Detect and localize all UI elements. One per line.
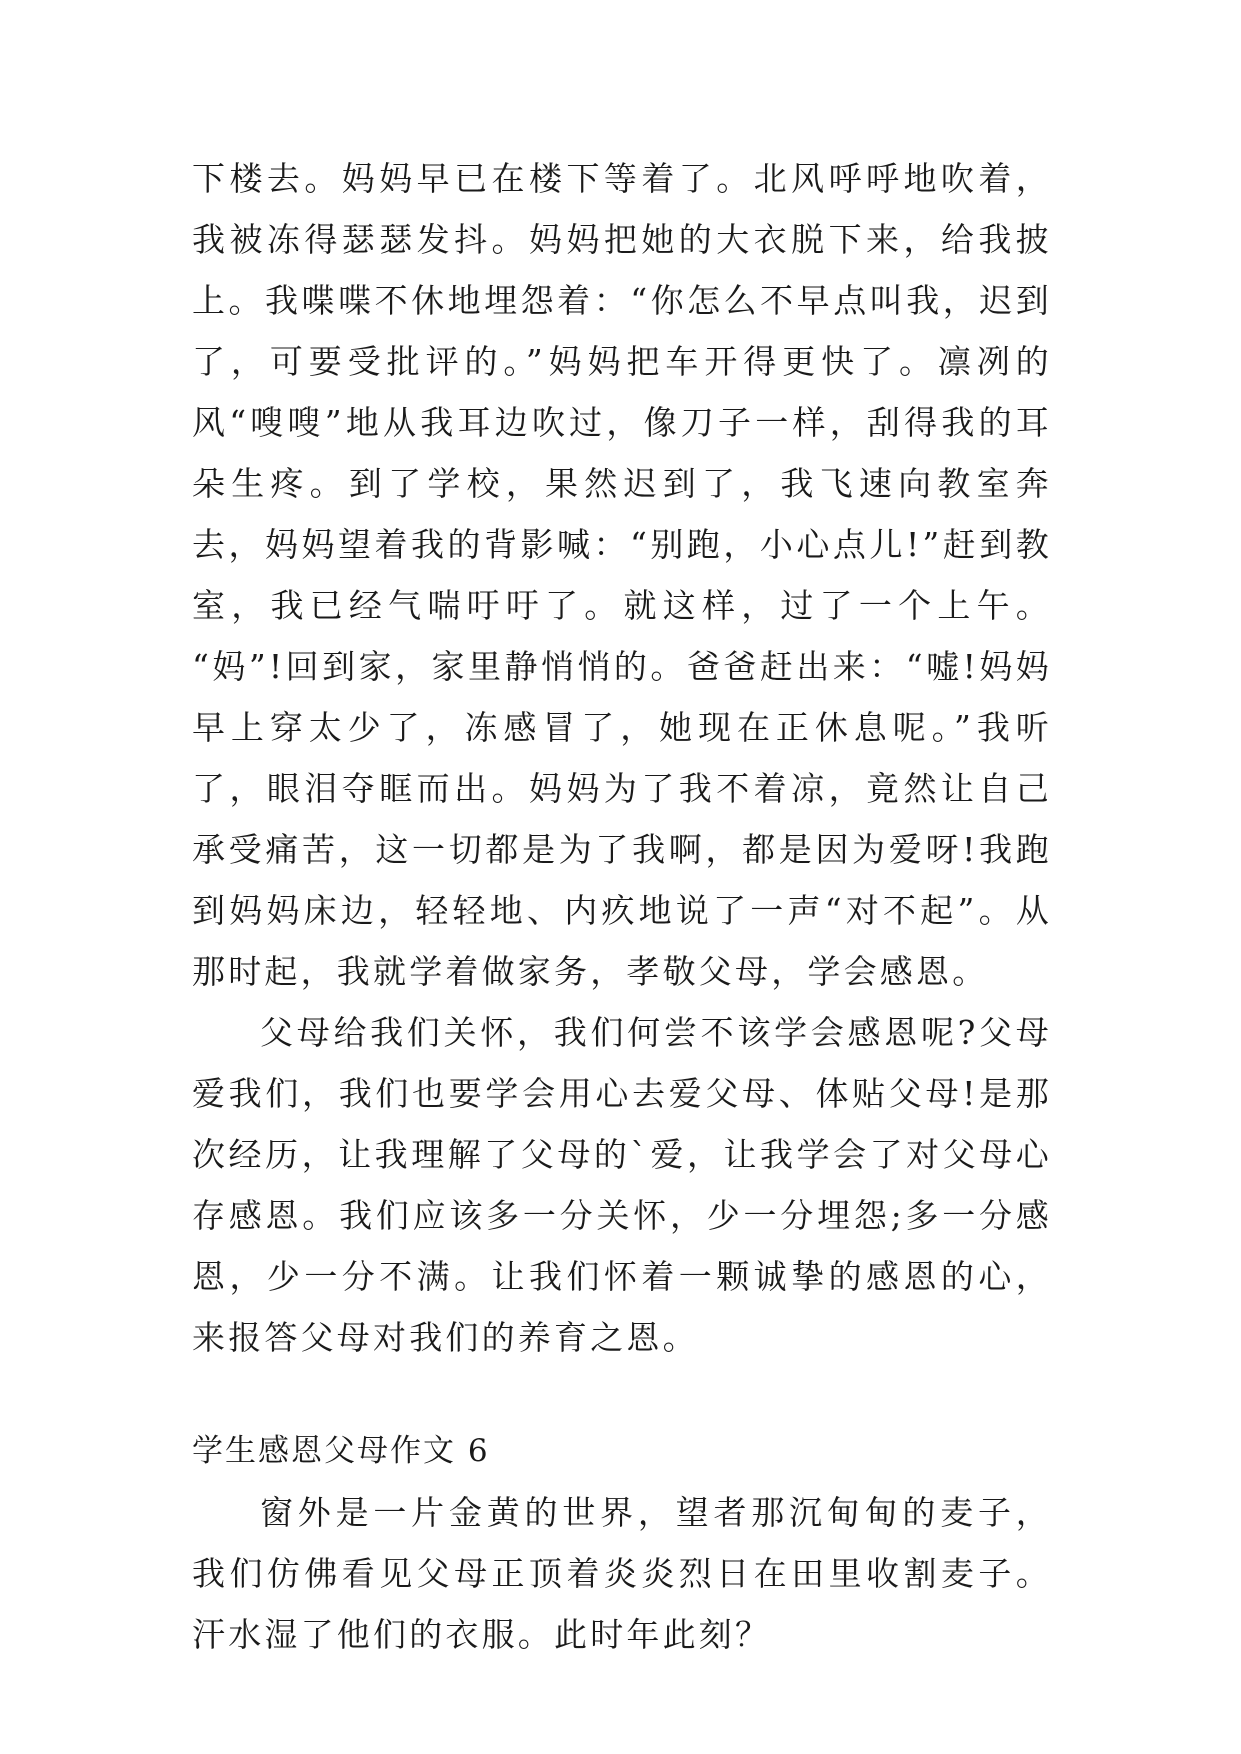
section-heading: 学生感恩父母作文 6 [192, 1433, 490, 1469]
body-paragraph-2: 父母给我们关怀，我们何尝不该学会感恩呢?父母爱我们，我们也要学会用心去爱父母、体贴父母!是那次经历，让我理解了父母的`爱，让我学会了对父母心存感恩。我们应该多一分关怀，少一分埋怨;多一分感恩，少一分不满。让我们怀着一颗诚挚的感恩的心，来报答父母对我们的养育之恩。 [192, 1013, 1052, 1357]
body-paragraph-3: 窗外是一片金黄的世界，望者那沉甸甸的麦子，我们仿佛看见父母正顶着炎炎烈日在田里收割麦子。汗水湿了他们的衣服。此时年此刻？ [192, 1493, 1052, 1654]
body-paragraph-1: 下楼去。妈妈早已在楼下等着了。北风呼呼地吹着，我被冻得瑟瑟发抖。妈妈把她的大衣脱下来，给我披上。我喋喋不休地埋怨着：“你怎么不早点叫我，迟到了，可要受批评的。”妈妈把车开得更快了。凛冽的风“嗖嗖”地从我耳边吹过，像刀子一样，刮得我的耳朵生疼。到了学校，果然迟到了，我飞速向教室奔去，妈妈望着我的背影喊：“别跑，小心点儿!”赶到教室，我已经气喘吁吁了。就这样，过了一个上午。 “妈”!回到家，家里静悄悄的。爸爸赶出来：“嘘!妈妈早上穿太少了，冻感冒了，她现在正休息呢。”我听了，眼泪夺眶而出。妈妈为了我不着凉，竟然让自己承受痛苦，这一切都是为了我啊，都是因为爱呀!我跑到妈妈床边，轻轻地、内疚地说了一声“对不起”。从那时起，我就学着做家务，孝敬父母，学会感恩。 [192, 159, 1052, 991]
document-page [192, 148, 1052, 1665]
